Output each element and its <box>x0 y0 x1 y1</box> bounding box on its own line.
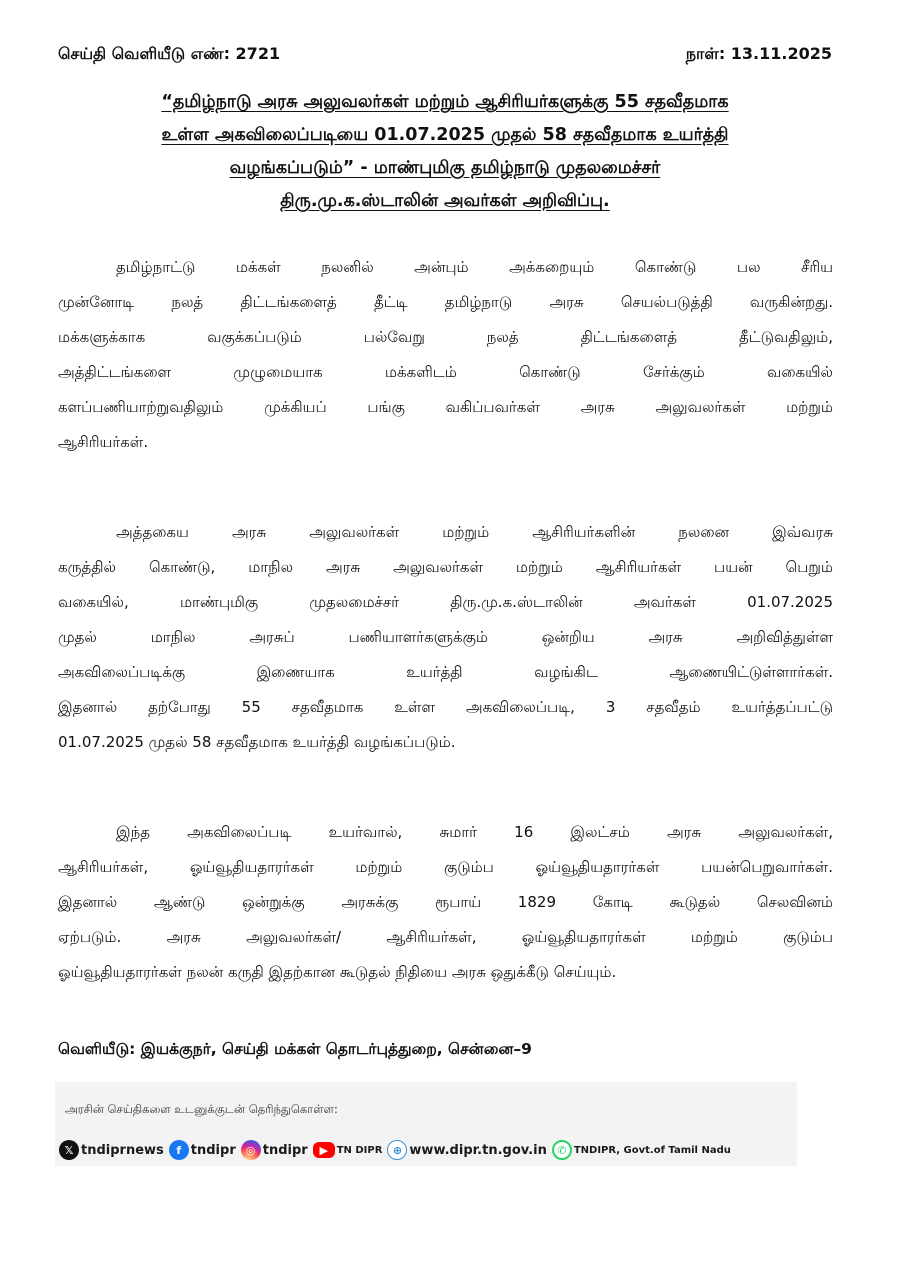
release-credit: வெளியீடு: இயக்குநர், செய்தி மக்கள் தொடர்புத்துறை, சென்னை–9 <box>58 1040 532 1058</box>
text-line: ஓய்வூதியதாரர்கள் நலன் கருதி இதற்கான கூடுதல் நிதியை அரசு ஒதுக்கீடு செய்யும். <box>58 963 617 981</box>
text-line: மக்களுக்காக வகுக்கப்படும் பல்வேறு நலத் திட்டங்களைத் தீட்டுவதிலும், <box>58 328 833 346</box>
headline <box>50 86 840 218</box>
instagram-icon: ◎ <box>241 1140 261 1160</box>
text-line: இந்த அகவிலைப்படி உயர்வால், சுமார் 16 இலட்சம் அரசு அலுவலர்கள், <box>116 823 833 841</box>
youtube-icon: ▶ <box>313 1142 335 1158</box>
paragraph-1 <box>58 250 833 460</box>
social-link-facebook[interactable] <box>169 1140 236 1160</box>
text-line: ஆசிரியர்கள். <box>58 433 149 451</box>
social-links <box>59 1140 736 1160</box>
social-link-whatsapp[interactable] <box>552 1140 731 1160</box>
headline-line: வழங்கப்படும்” - மாண்புமிகு தமிழ்நாடு முதலமைச்சர் <box>229 158 661 178</box>
release-number: செய்தி வெளியீடு எண்: 2721 <box>58 44 281 63</box>
text-line: இதனால் ஆண்டு ஒன்றுக்கு அரசுக்கு ரூபாய் 1829 கோடி கூடுதல் செலவினம் <box>58 893 833 911</box>
text-line: அத்திட்டங்களை முழுமையாக மக்களிடம் கொண்டு சேர்க்கும் வகையில் <box>58 363 833 381</box>
social-label: TN DIPR <box>336 1144 383 1156</box>
x-icon: 𝕏 <box>59 1140 79 1160</box>
text-line: 01.07.2025 முதல் 58 சதவீதமாக உயர்த்தி வழங்கப்படும். <box>58 733 456 751</box>
text-line: ஆசிரியர்கள், ஓய்வூதியதாரர்கள் மற்றும் குடும்ப ஓய்வூதியதாரர்கள் பயன்பெறுவார்கள். <box>58 858 833 876</box>
text-line: வகையில், மாண்புமிகு முதலமைச்சர் திரு.மு.க.ஸ்டாலின் அவர்கள் 01.07.2025 <box>58 593 833 611</box>
social-label: tndipr <box>190 1142 236 1158</box>
social-label: www.dipr.tn.gov.in <box>409 1142 547 1158</box>
social-link-x[interactable] <box>59 1140 164 1160</box>
social-link-youtube[interactable] <box>313 1142 383 1158</box>
headline-line: உள்ள அகவிலைப்படியை 01.07.2025 முதல் 58 சதவீதமாக உயர்த்தி <box>161 125 729 145</box>
whatsapp-icon: ✆ <box>552 1140 572 1160</box>
globe-icon: ⊕ <box>387 1140 407 1160</box>
text-line: தமிழ்நாட்டு மக்கள் நலனில் அன்பும் அக்கறையும் கொண்டு பல சீரிய <box>116 258 833 276</box>
text-line: முதல் மாநில அரசுப் பணியாளர்களுக்கும் ஒன்றிய அரசு அறிவித்துள்ள <box>58 628 833 646</box>
header-row <box>58 44 832 65</box>
social-footer <box>55 1082 797 1166</box>
text-line: இதனால் தற்போது 55 சதவீதமாக உள்ள அகவிலைப்படி, 3 சதவீதம் உயர்த்தப்பட்டு <box>58 698 833 716</box>
text-line: அகவிலைப்படிக்கு இணையாக உயர்த்தி வழங்கிட ஆணையிட்டுள்ளார்கள். <box>58 663 833 681</box>
text-line: முன்னோடி நலத் திட்டங்களைத் தீட்டி தமிழ்நாடு அரசு செயல்படுத்தி வருகின்றது. <box>58 293 833 311</box>
facebook-icon: f <box>169 1140 189 1160</box>
social-link-instagram[interactable] <box>241 1140 308 1160</box>
paragraph-2 <box>58 515 833 760</box>
social-label: tndipr <box>262 1142 308 1158</box>
text-line: அத்தகைய அரசு அலுவலர்கள் மற்றும் ஆசிரியர்களின் நலனை இவ்வரசு <box>116 523 833 541</box>
social-label: tndiprnews <box>81 1142 164 1158</box>
headline-line: “தமிழ்நாடு அரசு அலுவலர்கள் மற்றும் ஆசிரியர்களுக்கு 55 சதவீதமாக <box>161 92 729 112</box>
follow-text: அரசின் செய்திகளை உடனுக்குடன் தெரிந்துகொள்ள: <box>65 1102 338 1116</box>
paragraph-3 <box>58 815 833 990</box>
text-line: ஏற்படும். அரசு அலுவலர்கள்/ ஆசிரியர்கள், ஓய்வூதியதாரர்கள் மற்றும் குடும்ப <box>58 928 833 946</box>
release-date: நாள்: 13.11.2025 <box>685 44 832 63</box>
text-line: கருத்தில் கொண்டு, மாநில அரசு அலுவலர்கள் மற்றும் ஆசிரியர்கள் பயன் பெறும் <box>58 558 833 576</box>
social-link-website[interactable] <box>387 1140 546 1160</box>
social-label: TNDIPR, Govt.of Tamil Nadu <box>573 1144 731 1156</box>
text-line: களப்பணியாற்றுவதிலும் முக்கியப் பங்கு வகிப்பவர்கள் அரசு அலுவலர்கள் மற்றும் <box>58 398 833 416</box>
headline-line: திரு.மு.க.ஸ்டாலின் அவர்கள் அறிவிப்பு. <box>280 191 610 211</box>
